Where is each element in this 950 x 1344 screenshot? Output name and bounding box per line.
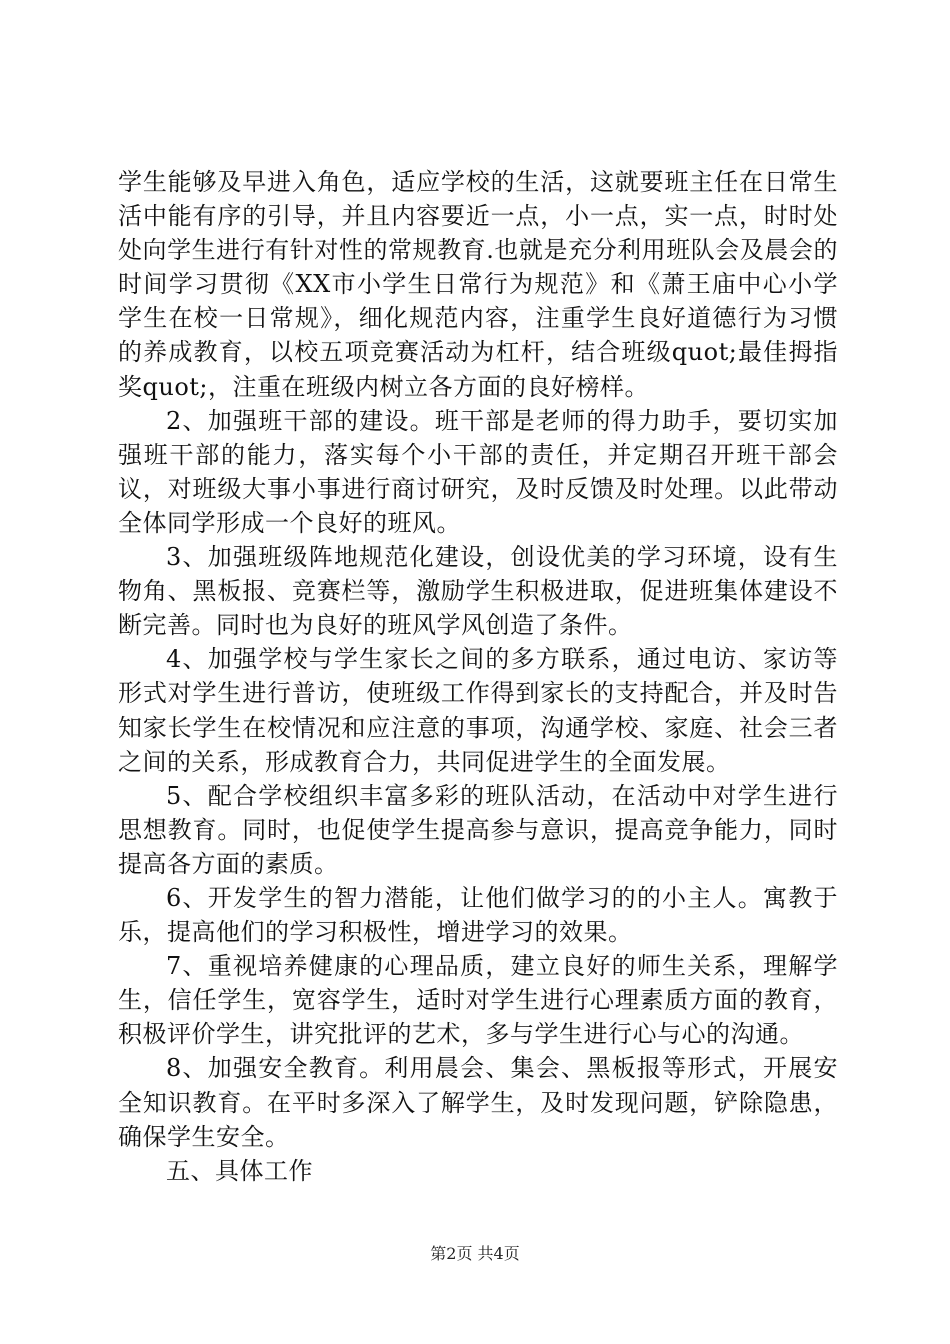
- paragraph-item-4: 4、加强学校与学生家长之间的多方联系，通过电访、家访等形式对学生进行普访，使班级工作得到家长的支持配合，并及时告知家长学生在校情况和应注意的事项，沟通学校、家庭、社会三者之间的关系，形成教育合力，共同促进学生的全面发展。: [118, 645, 838, 776]
- paragraph-continued: 学生能够及早进入角色，适应学校的生活，这就要班主任在日常生活中能有序的引导，并且内容要近一点，小一点，实一点，时时处处向学生进行有针对性的常规教育.也就是充分利用班队会及晨会的时间学习贯彻《XX市小学生日常行为规范》和《萧王庙中心小学学生在校一日常规》，细化规范内容，注重学生良好道德行为习惯的养成教育，以校五项竞赛活动为杠杆，结合班级quot;最佳拇指奖quot;，注重在班级内树立各方面的良好榜样。: [118, 168, 838, 401]
- paragraph-item-8: 8、加强安全教育。利用晨会、集会、黑板报等形式，开展安全知识教育。在平时多深入了解学生，及时发现问题，铲除隐患，确保学生安全。: [118, 1054, 838, 1151]
- document-body: [118, 165, 838, 1188]
- paragraph-item-7: 7、重视培养健康的心理品质，建立良好的师生关系，理解学生，信任学生，宽容学生，适时对学生进行心理素质方面的教育，积极评价学生，讲究批评的艺术，多与学生进行心与心的沟通。: [118, 952, 838, 1049]
- page-number-footer: 第2页 共4页: [430, 1244, 520, 1263]
- paragraph-item-2: 2、加强班干部的建设。班干部是老师的得力助手，要切实加强班干部的能力，落实每个小干部的责任，并定期召开班干部会议，对班级大事小事进行商讨研究，及时反馈及时处理。以此带动全体同学形成一个良好的班风。: [118, 406, 838, 537]
- paragraph-item-5: 5、配合学校组织丰富多彩的班队活动，在活动中对学生进行思想教育。同时，也促使学生提高参与意识，提高竞争能力，同时提高各方面的素质。: [118, 781, 838, 878]
- paragraph-item-3: 3、加强班级阵地规范化建设，创设优美的学习环境，设有生物角、黑板报、竞赛栏等，激励学生积极进取，促进班集体建设不断完善。同时也为良好的班风学风创造了条件。: [118, 543, 838, 640]
- section-heading: 五、具体工作: [166, 1156, 313, 1185]
- paragraph-item-6: 6、开发学生的智力潜能，让他们做学习的的小主人。寓教于乐，提高他们的学习积极性，增进学习的效果。: [118, 883, 838, 947]
